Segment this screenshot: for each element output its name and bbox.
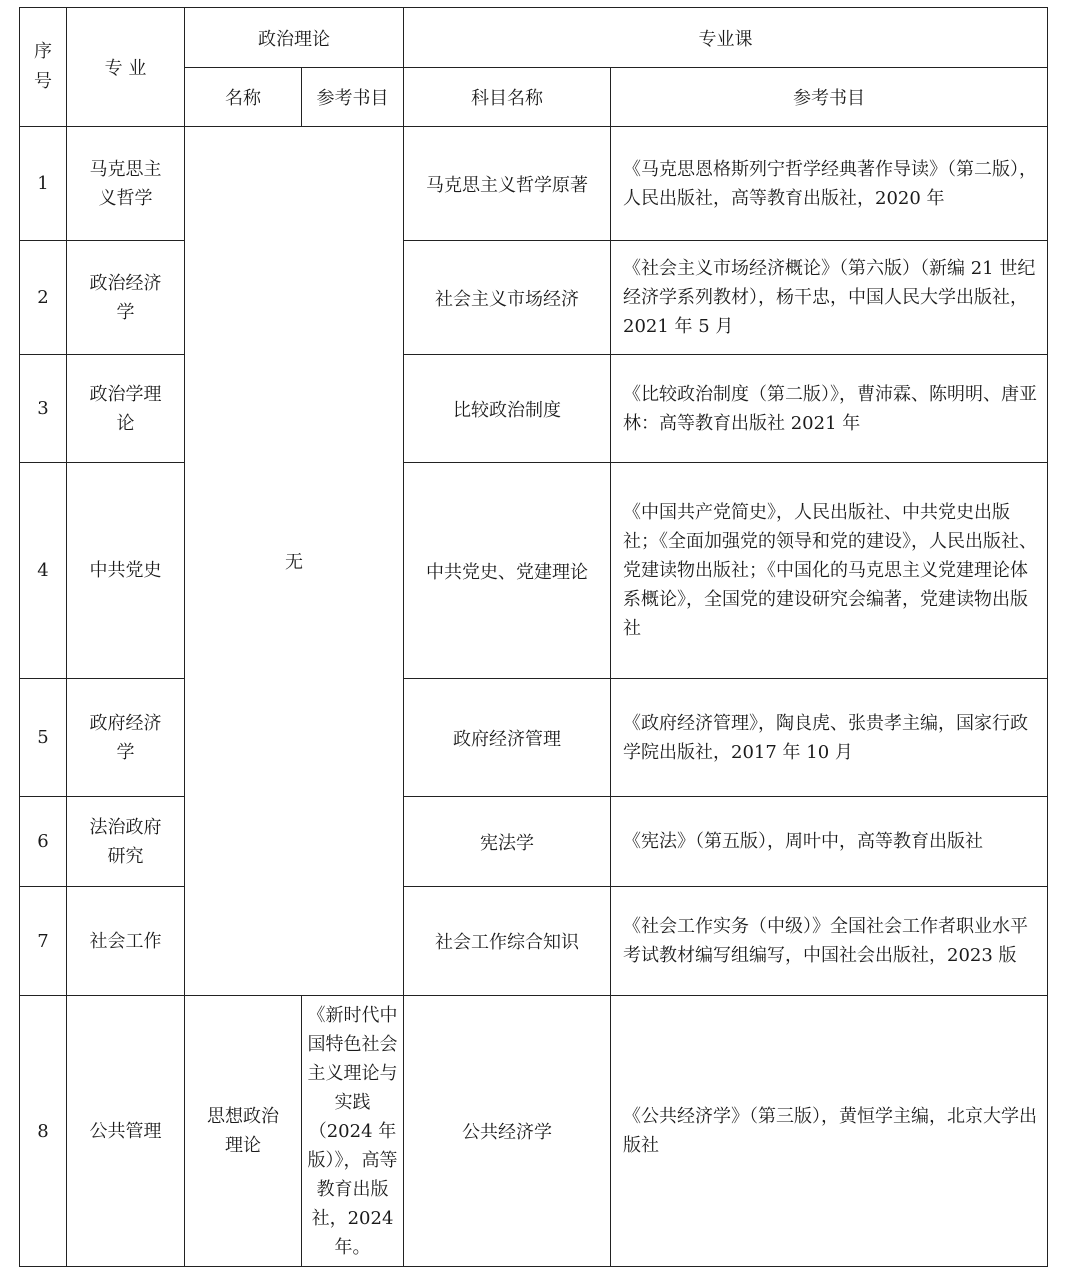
row-course: 社会主义市场经济: [404, 241, 611, 355]
row-ref: 《马克思恩格斯列宁哲学经典著作导读》（第二版），人民出版社，高等教育出版社，2020 年: [611, 127, 1048, 241]
row-seq: 2: [20, 241, 67, 355]
row-seq: 8: [20, 996, 67, 1267]
exam-reference-table: [19, 7, 1048, 1267]
row-major: 政府经济学: [67, 679, 185, 797]
header-course-ref: 参考书目: [611, 68, 1048, 127]
header-course-group: 专业课: [404, 8, 1048, 68]
header-major-label: 专 业: [104, 58, 147, 79]
table-wrapper: [19, 7, 1048, 1267]
row-major: 政治经济学: [67, 241, 185, 355]
row-course: 公共经济学: [404, 996, 611, 1267]
row-seq: 6: [20, 797, 67, 887]
header-seq: [20, 8, 67, 127]
row-seq: 1: [20, 127, 67, 241]
row-major: 公共管理: [67, 996, 185, 1267]
header-politics-group: 政治理论: [185, 8, 404, 68]
table-row: [20, 887, 1048, 996]
header-politics-ref: 参考书目: [302, 68, 404, 127]
table-row: [20, 241, 1048, 355]
header-course-name: 科目名称: [404, 68, 611, 127]
row-course: 政府经济管理: [404, 679, 611, 797]
row-major: 法治政府研究: [67, 797, 185, 887]
row-seq: 3: [20, 355, 67, 463]
row-seq: 7: [20, 887, 67, 996]
row-politics-name: 思想政治理论: [185, 996, 302, 1267]
row-course: 比较政治制度: [404, 355, 611, 463]
politics-none-merged: 无: [185, 127, 404, 996]
row-ref: 《比较政治制度（第二版）》，曹沛霖、陈明明、唐亚林：高等教育出版社 2021 年: [611, 355, 1048, 463]
table-row: [20, 355, 1048, 463]
row-ref: 《中国共产党简史》，人民出版社、中共党史出版社；《全面加强党的领导和党的建设》，人民出版社、党建读物出版社；《中国化的马克思主义党建理论体系概论》，全国党的建设研究会编著，党建读物出版社: [611, 463, 1048, 679]
row-major: 马克思主义哲学: [67, 127, 185, 241]
row-ref: 《公共经济学》（第三版），黄恒学主编，北京大学出版社: [611, 996, 1048, 1267]
table-row: [20, 797, 1048, 887]
row-seq: 5: [20, 679, 67, 797]
row-ref: 《宪法》（第五版），周叶中，高等教育出版社: [611, 797, 1048, 887]
row-course: 中共党史、党建理论: [404, 463, 611, 679]
header-row-1: [20, 8, 1048, 68]
header-politics-name: 名称: [185, 68, 302, 127]
row-major: 政治学理论: [67, 355, 185, 463]
row-politics-ref: 《新时代中国特色社会主义理论与实践（2024 年版）》，高等教育出版社，2024 年。: [302, 996, 404, 1267]
row-ref: 《社会工作实务（中级）》全国社会工作者职业水平考试教材编写组编写，中国社会出版社，2023 版: [611, 887, 1048, 996]
row-major: 社会工作: [67, 887, 185, 996]
row-major: 中共党史: [67, 463, 185, 679]
row-course: 宪法学: [404, 797, 611, 887]
table-row: [20, 127, 1048, 241]
row-seq: 4: [20, 463, 67, 679]
row-ref: 《社会主义市场经济概论》（第六版）（新编 21 世纪经济学系列教材），杨干忠，中国人民大学出版社，2021 年 5 月: [611, 241, 1048, 355]
header-major: [67, 8, 185, 127]
table-row: [20, 463, 1048, 679]
table-row: [20, 679, 1048, 797]
row-course: 马克思主义哲学原著: [404, 127, 611, 241]
row-course: 社会工作综合知识: [404, 887, 611, 996]
table-row: [20, 996, 1048, 1267]
header-seq-label: 序号: [34, 41, 52, 92]
row-ref: 《政府经济管理》，陶良虎、张贵孝主编，国家行政学院出版社，2017 年 10 月: [611, 679, 1048, 797]
